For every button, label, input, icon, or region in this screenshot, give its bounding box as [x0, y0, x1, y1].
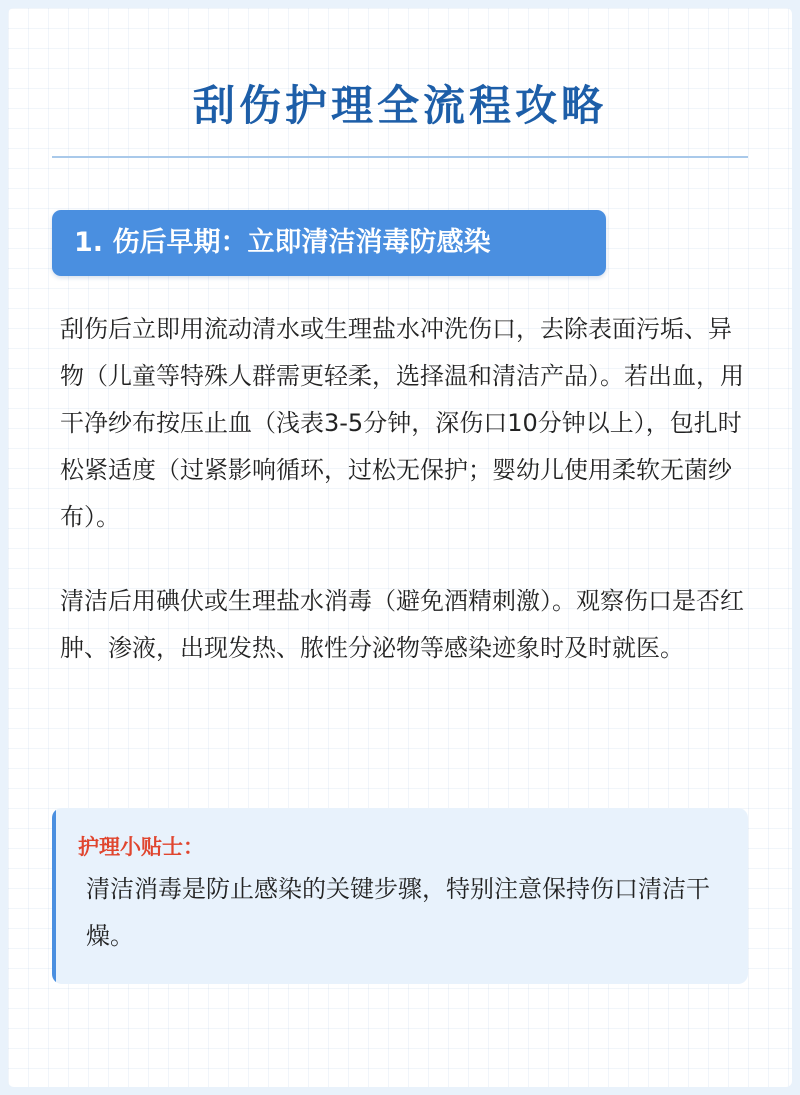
- tip-box: [52, 808, 748, 984]
- title-divider: [52, 156, 748, 158]
- tip-body: 清洁消毒是防止感染的关键步骤，特别注意保持伤口清洁干燥。: [86, 875, 710, 950]
- article-card: [8, 8, 792, 1087]
- section-heading: 1. 伤后早期：立即清洁消毒防感染: [74, 227, 491, 258]
- page-title: 刮伤护理全流程攻略: [192, 81, 607, 130]
- tip-accent-bar: [52, 808, 56, 984]
- paragraph-cleaning: 刮伤后立即用流动清水或生理盐水冲洗伤口，去除表面污垢、异物（儿童等特殊人群需更轻柔，选择温和清洁产品）。若出血，用干净纱布按压止血（浅表3-5分钟，深伤口10分钟以上），包扎时松紧适度（过紧影响循环，过松无保护；婴幼儿使用柔软无菌纱布）。: [60, 315, 744, 531]
- section-header: [52, 210, 606, 276]
- tip-title: 护理小贴士：: [78, 835, 204, 859]
- paragraph-disinfection: 清洁后用碘伏或生理盐水消毒（避免酒精刺激）。观察伤口是否红肿、渗液，出现发热、脓性分泌物等感染迹象时及时就医。: [60, 587, 744, 662]
